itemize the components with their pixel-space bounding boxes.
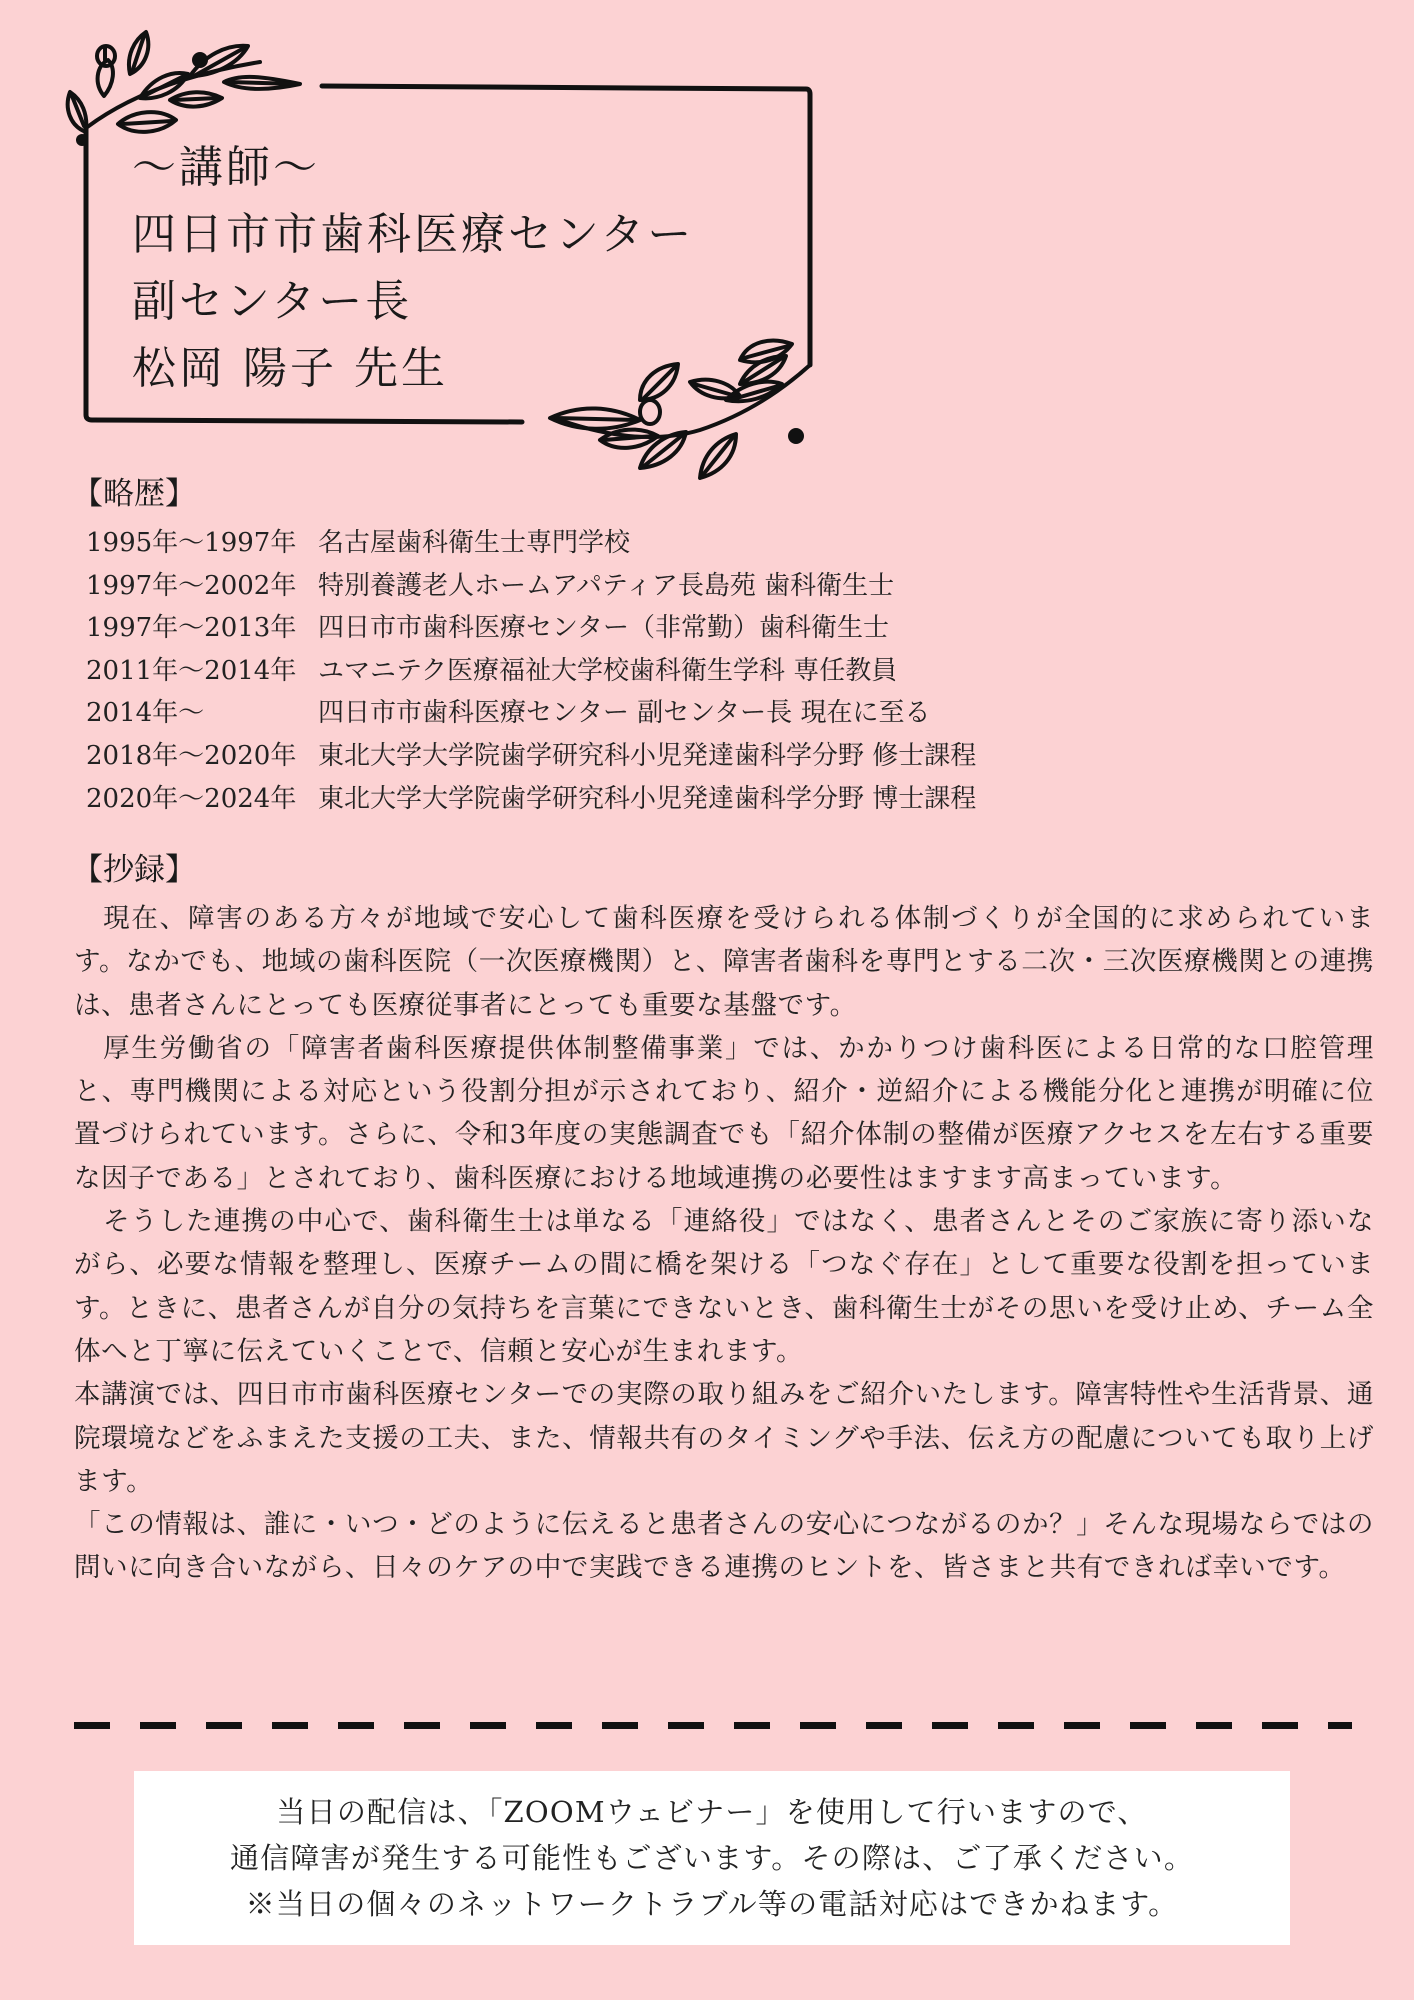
career-desc: 四日市市歯科医療センター 副センター長 現在に至る	[318, 698, 931, 729]
abstract-paragraph: 厚生労働省の「障害者歯科医療提供体制整備事業」では、かかりつけ歯科医による日常的な口腔管理と、専門機関による対応という役割分担が示されており、紹介・逆紹介による機能分化と連携が明確に位置づけられています。さらに、令和3年度の実態調査でも「紹介体制の整備が医療アクセスを左右する重要な因子である」とされており、歯科医療における地域連携の必要性はますます高まっています。	[74, 1032, 1374, 1194]
career-title: 【略歴】	[72, 476, 196, 512]
career-desc: 特別養護老人ホームアパティア長島苑 歯科衛生士	[318, 570, 895, 601]
notice-line: 通信障害が発生する可能性もございます。その際は、ご了承ください。	[229, 1841, 1195, 1875]
dashed-divider	[74, 1722, 1352, 1729]
career-item	[86, 735, 976, 778]
career-period: 2018年〜2020年	[86, 740, 297, 771]
abstract-paragraph: 本講演では、四日市市歯科医療センターでの実際の取り組みをご紹介いたします。障害特性や生活背景、通院環境などをふまえた支援の工夫、また、情報共有のタイミングや手法、伝え方の配慮についても取り上げます。	[74, 1379, 1374, 1497]
career-item	[86, 778, 976, 821]
career-period: 2020年〜2024年	[86, 783, 297, 814]
lecturer-position: 副センター長	[132, 276, 413, 327]
career-item	[86, 522, 976, 565]
career-period: 1995年〜1997年	[86, 528, 297, 558]
abstract-paragraph: そうした連携の中心で、歯科衛生士は単なる「連絡役」ではなく、患者さんとそのご家族に寄り添いながら、必要な情報を整理し、医療チームの間に橋を架ける「つなぐ存在」として重要な役割を担っています。ときに、患者さんが自分の気持ちを言葉にできないとき、歯科衛生士がその思いを受け止め、チーム全体へと丁寧に伝えていくことで、信頼と安心が生まれます。	[74, 1206, 1374, 1367]
career-list	[86, 522, 976, 820]
lecturer-heading: 〜講師〜	[132, 142, 320, 193]
career-period: 2011年〜2014年	[86, 655, 297, 686]
career-period: 1997年〜2002年	[86, 570, 297, 601]
notice-line: ※当日の個々のネットワークトラブル等の電話対応はできかねます。	[245, 1887, 1179, 1921]
career-period: 2014年〜	[86, 698, 205, 729]
abstract-paragraph: 「この情報は、誰に・いつ・どのように伝えると患者さんの安心につながるのか？」そんな現場ならではの問いに向き合いながら、日々のケアの中で実践できる連携のヒントを、皆さまと共有できれば幸いです。	[74, 1509, 1375, 1584]
career-period: 1997年〜2013年	[86, 613, 297, 644]
career-item	[86, 650, 976, 693]
lecturer-frame	[0, 0, 1414, 500]
career-desc: ユマニテク医療福祉大学校歯科衛生学科 専任教員	[318, 655, 898, 686]
abstract-title: 【抄録】	[72, 852, 196, 888]
leaf-branch-top-left-icon	[68, 32, 300, 132]
career-item	[86, 607, 976, 650]
abstract-paragraph: 現在、障害のある方々が地域で安心して歯科医療を受けられる体制づくりが全国的に求められています。なかでも、地域の歯科医院（一次医療機関）と、障害者歯科を専門とする二次・三次医療機関との連携は、患者さんにとっても医療従事者にとっても重要な基盤です。	[74, 903, 1374, 1021]
notice-line: 当日の配信は、「ZOOMウェビナー」を使用して行いますので、	[276, 1795, 1148, 1829]
career-item	[86, 565, 976, 608]
career-item	[86, 692, 976, 735]
career-desc: 東北大学大学院歯学研究科小児発達歯科学分野 博士課程	[318, 783, 977, 814]
career-desc: 東北大学大学院歯学研究科小児発達歯科学分野 修士課程	[318, 740, 977, 771]
notice-box	[134, 1771, 1290, 1945]
career-desc: 名古屋歯科衛生士専門学校	[318, 528, 631, 558]
career-desc: 四日市市歯科医療センター（非常勤）歯科衛生士	[318, 613, 889, 644]
abstract-body	[74, 897, 1374, 1590]
lecturer-info	[132, 134, 694, 402]
lecturer-name: 松岡 陽子 先生	[132, 343, 448, 394]
lecturer-affiliation: 四日市市歯科医療センター	[132, 209, 695, 260]
